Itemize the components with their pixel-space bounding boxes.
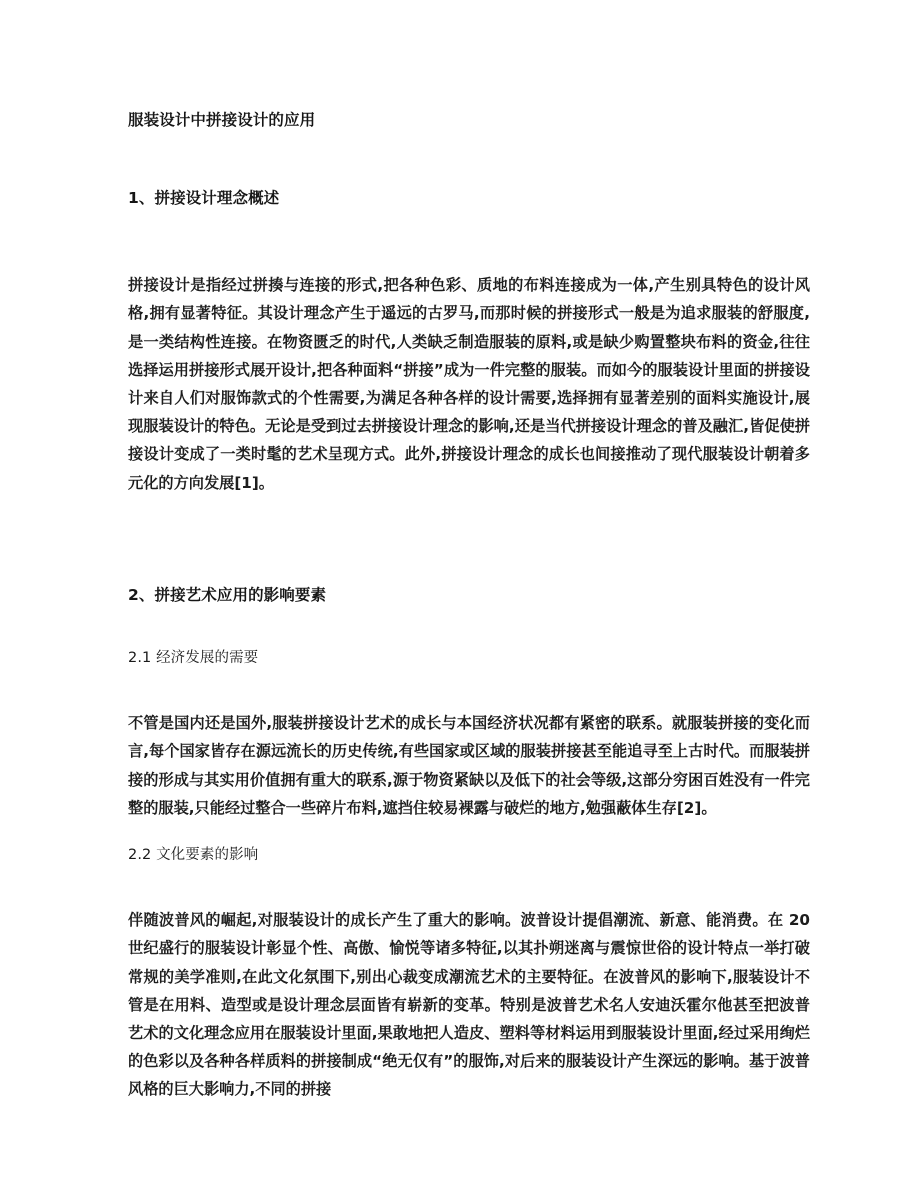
section-heading-2: 2、拼接艺术应用的影响要素 xyxy=(128,586,327,604)
subsection-heading-2-2: 2.2 文化要素的影响 xyxy=(128,847,259,863)
subsection-2-2-paragraph: 伴随波普风的崛起,对服装设计的成长产生了重大的影响。波普设计提倡潮流、新意、能消费。在 20 世纪盛行的服装设计彰显个性、高傲、愉悦等诸多特征,以其扑朔迷离与震惊世俗的设计特点一举打破常规的美学准则,在此文化氛围下,别出心裁变成潮流艺术的主要特征。在波普风的影响下,服装设计不管是在用料、造型或是设计理念层面皆有崭新的变革。特别是波普艺术名人安迪沃霍尔他甚至把波普艺术的文化理念应用在服装设计里面,果敢地把人造皮、塑料等材料运用到服装设计里面,经过采用绚烂的色彩以及各种各样质料的拼接制成“绝无仅有”的服饰,对后来的服装设计产生深远的影响。基于波普风格的巨大影响力,不同的拼接 xyxy=(128,911,810,1099)
subsection-2-1-paragraph: 不管是国内还是国外,服装拼接设计艺术的成长与本国经济状况都有紧密的联系。就服装拼接的变化而言,每个国家皆存在源远流长的历史传统,有些国家或区域的服装拼接甚至能追寻至上古时代。而服装拼接的形成与其实用价值拥有重大的联系,源于物资紧缺以及低下的社会等级,这部分穷困百姓没有一件完整的服装,只能经过整合一些碎片布料,遮挡住较易裸露与破烂的地方,勉强蔽体生存[2]。 xyxy=(128,714,810,817)
document-title: 服装设计中拼接设计的应用 xyxy=(128,111,316,129)
section-heading-1: 1、拼接设计理念概述 xyxy=(128,189,280,207)
section-1-paragraph: 拼接设计是指经过拼揍与连接的形式,把各种色彩、质地的布料连接成为一体,产生别具特色的设计风格,拥有显著特征。其设计理念产生于遥远的古罗马,而那时候的拼接形式一般是为追求服装的舒服度,是一类结构性连接。在物资匮乏的时代,人类缺乏制造服装的原料,或是缺少购置整块布料的资金,往往选择运用拼接形式展开设计,把各种面料“拼接”成为一件完整的服装。而如今的服装设计里面的拼接设计来自人们对服饰款式的个性需要,为满足各种各样的设计需要,选择拥有显著差别的面料实施设计,展现服装设计的特色。无论是受到过去拼接设计理念的影响,还是当代拼接设计理念的普及融汇,皆促使拼接设计变成了一类时髦的艺术呈现方式。此外,拼接设计理念的成长也间接推动了现代服装设计朝着多元化的方向发展[1]。 xyxy=(128,276,810,492)
subsection-heading-2-1: 2.1 经济发展的需要 xyxy=(128,650,259,666)
